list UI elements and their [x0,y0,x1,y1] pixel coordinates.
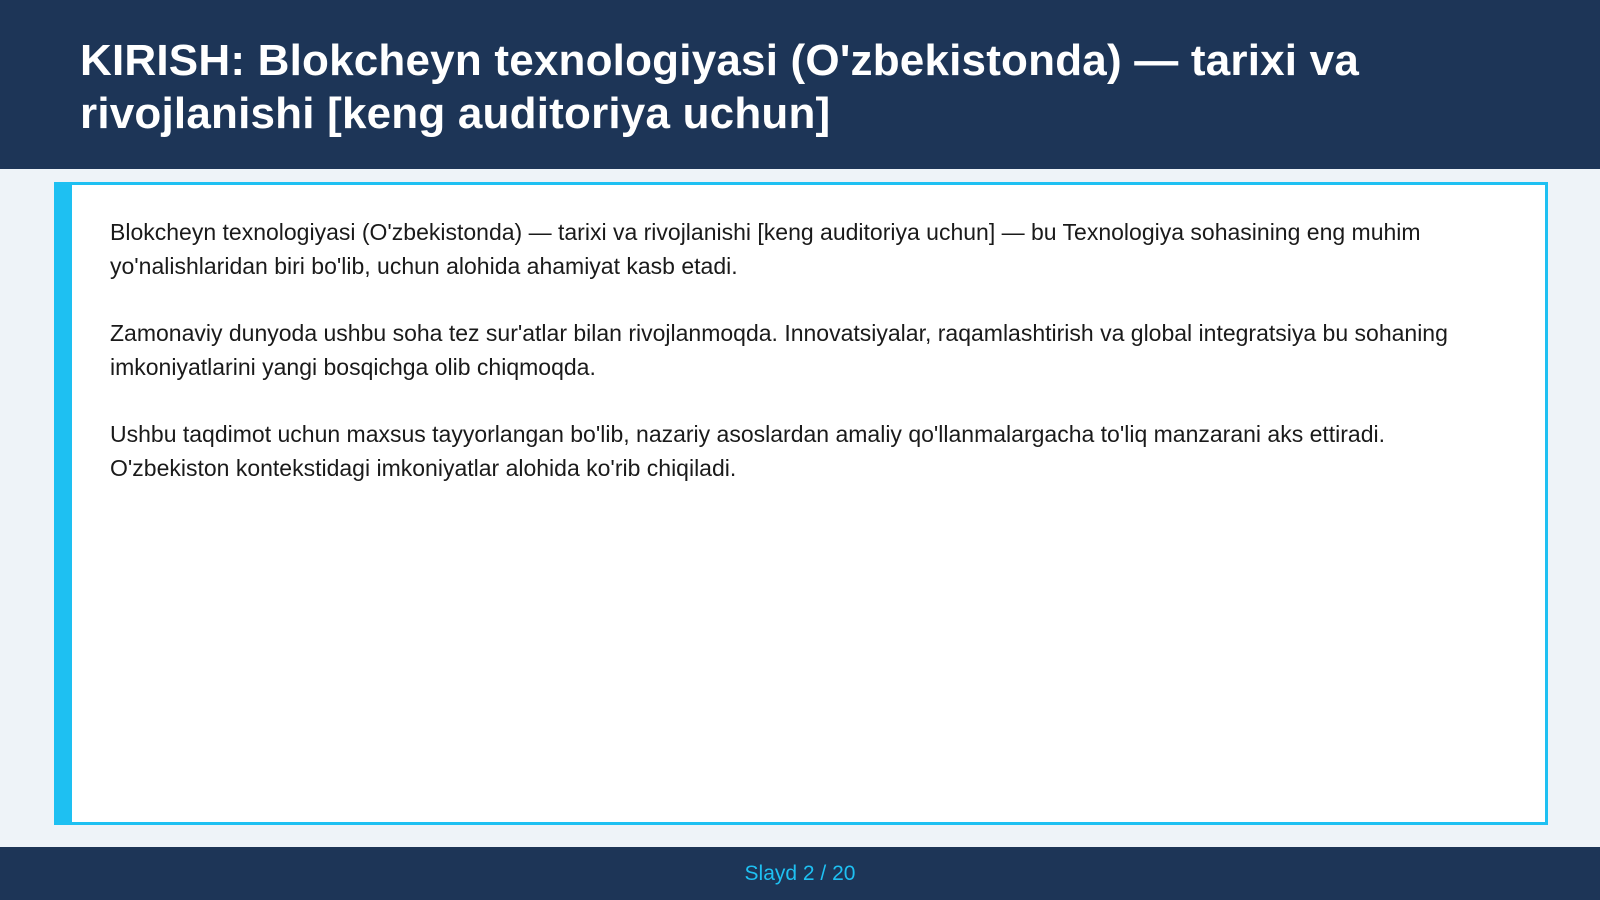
slide-header [0,0,1600,169]
content-paragraph-3: Ushbu taqdimot uchun maxsus tayyorlangan bo'lib, nazariy asoslardan amaliy qo'llanmalargacha to'liq manzarani aks ettiradi. O'zbekiston kontekstidagi imkoniyatlar alohida ko'rib chiqiladi. [110,421,1386,481]
content-paragraph-1: Blokcheyn texnologiyasi (O'zbekistonda) — tarixi va rivojlanishi [keng auditoriya uchun] — bu Texnologiya sohasining eng muhim yo'nalishlaridan biri bo'lib, uchun alohida ahamiyat kasb etadi. [110,219,1421,279]
slide-counter: Slayd 2 / 20 [744,862,856,885]
content-card [54,182,1548,825]
slide-footer [0,847,1600,900]
content-paragraph-2: Zamonaviy dunyoda ushbu soha tez sur'atlar bilan rivojlanmoqda. Innovatsiyalar, raqamlashtirish va global integratsiya bu sohaning imkoniyatlarini yangi bosqichga olib chiqmoqda. [110,320,1448,380]
slide-title: KIRISH: Blokcheyn texnologiyasi (O'zbekistonda) — tarixi va rivojlanishi [keng auditoriya uchun] [80,36,1359,138]
